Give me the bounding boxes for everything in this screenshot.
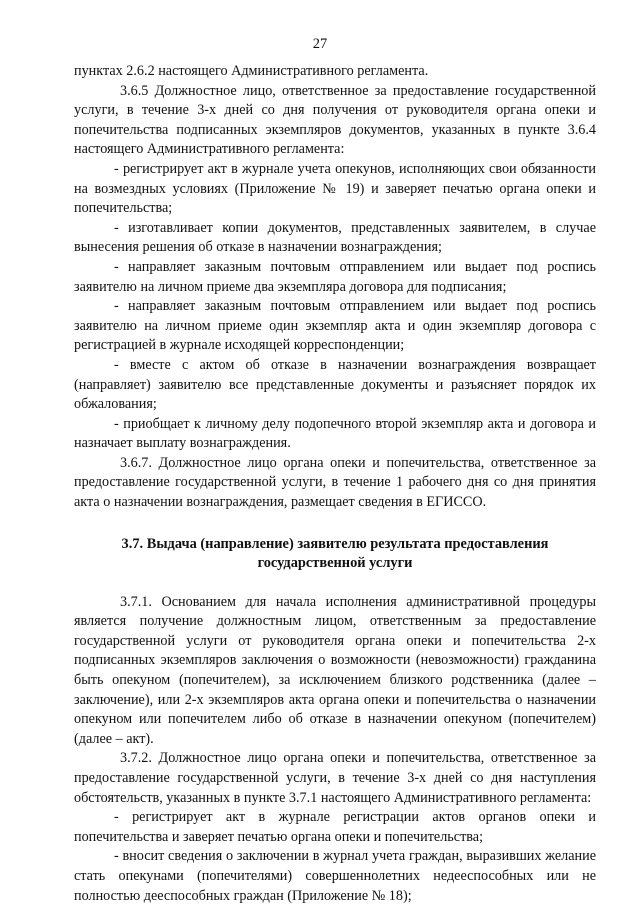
list-item: - направляет заказным почтовым отправлением или выдает под роспись заявителю на личном приеме один экземпляр акта и один экземпляр договора с регистрацией в журнале исходящей корреспонденции; — [74, 298, 596, 354]
document-body — [74, 62, 596, 906]
paragraph-3-6-5: 3.6.5 Должностное лицо, ответственное за предоставление государственной услуги, в течение 3-х дней со дня получения от руководителя органа опеки и попечительства подписанных экземпляров документов, указанных в пункте 3.6.4 настоящего Административного регламента: — [74, 82, 596, 158]
paragraph-3-7-1: 3.7.1. Основанием для начала исполнения административной процедуры является получение должностным лицом, ответственным за предоставление государственной услуги от руководителя органа опеки и попечительства 2-х подписанных экземпляров заключения о возможности (невозможности) гражданина быть опекуном (попечителем), за исключением близкого родственника (далее – заключение), или 2-х экземпляров акта органа опеки и попечительства о назначении опекуном или попечителем либо об отказе в назначении опекуном (попечителем) (далее – акт). — [74, 593, 596, 747]
list-item: - регистрирует акт в журнале учета опекунов, исполняющих свои обязанности на возмездных условиях (Приложение № 19) и заверяет печатью органа опеки и попечительства; — [74, 160, 596, 217]
list-item: - изготавливает копии документов, представленных заявителем, в случае вынесения решения об отказе в назначении вознаграждения; — [74, 219, 596, 256]
paragraph-continuation: пунктах 2.6.2 настоящего Административного регламента. — [74, 63, 429, 79]
list-item: - направляет заказным почтовым отправлением или выдает под роспись заявителю на личном приеме два экземпляра договора для подписания; — [74, 258, 596, 295]
page-number: 27 — [312, 36, 328, 52]
paragraph-3-6-7: 3.6.7. Должностное лицо органа опеки и попечительства, ответственное за предоставление государственной услуги, в течение 1 рабочего дня со дня принятия акта о назначении вознаграждения, размещает сведения в ЕГИССО. — [74, 454, 596, 511]
list-item: - вносит сведения о заключении в журнал учета граждан, выразивших желание стать опекунами (попечителями) совершеннолетних недееспособных или не полностью дееспособных граждан (Приложение № 18); — [74, 848, 596, 904]
list-item: - регистрирует акт в журнале регистрации актов органов опеки и попечительства и заверяет печатью органа опеки и попечительства; — [74, 809, 596, 845]
list-item: - вместе с актом об отказе в назначении вознаграждения возвращает (направляет) заявителю все представленные документы и разъясняет порядок их обжалования; — [74, 356, 596, 413]
list-item: - приобщает к личному делу подопечного второй экземпляр акта и договора и назначает выплату вознаграждения. — [74, 415, 596, 452]
section-heading-3-7: 3.7. Выдача (направление) заявителю результата предоставления государственной услуги — [121, 535, 549, 571]
paragraph-3-7-2: 3.7.2. Должностное лицо органа опеки и попечительства, ответственное за предоставление государственной услуги, в течение 3-х дней со дня наступления обстоятельств, указанных в пункте 3.7.1 настоящего Административного регламента: — [74, 750, 596, 806]
